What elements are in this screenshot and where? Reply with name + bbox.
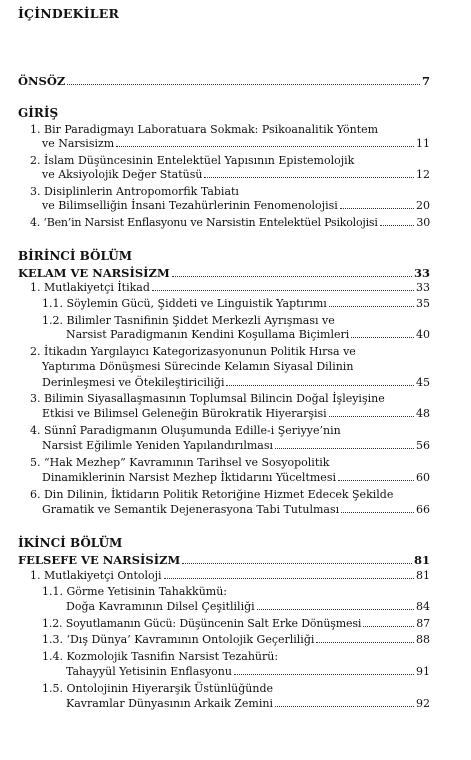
toc-entry: 3. Bilimin Siyasallaşmasının Toplumsal Bilincin Doğal İşleyişine xyxy=(30,392,385,405)
toc-entry: 1. Mutlakiyetçi Ontoloji 81 xyxy=(30,569,430,582)
toc-entry: 2. İslam Düşüncesinin Entelektüel Yapısının Epistemolojik xyxy=(30,154,355,167)
section-heading-birinci-bolum: BİRİNCİ BÖLÜM xyxy=(18,249,132,263)
toc-entry: Narsist Paradigmanın Kendini Koşullama Biçimleri 40 xyxy=(66,328,430,341)
toc-entry: 1.1. Görme Yetisinin Tahakkümü: xyxy=(42,585,228,598)
toc-entry: 1.4. Kozmolojik Tasnifin Narsist Tezahürü: xyxy=(42,650,279,663)
toc-entry: Yaptırıma Dönüşmesi Sürecinde Kelamın Siyasal Dilinin xyxy=(42,360,354,373)
toc-entry: 6. Din Dilinin, İktidarın Politik Retoriğine Hizmet Edecek Şekilde xyxy=(30,488,394,501)
toc-entry: 4. Sünnî Paradigmanın Oluşumunda Edille-i Şeriyye’nin xyxy=(30,424,341,437)
toc-entry: Tahayyül Yetisinin Enflasyonu 91 xyxy=(66,665,430,678)
toc-entry: 3. Disiplinlerin Antropomorfik Tabiatı xyxy=(30,185,239,198)
section-heading-ikinci-bolum: İKİNCİ BÖLÜM xyxy=(18,536,123,550)
toc-entry: Narsist Eğilimle Yeniden Yapılandırılması 56 xyxy=(42,439,430,452)
toc-entry: 2. İtikadın Yargılayıcı Kategorizasyonunun Politik Hırsa ve xyxy=(30,345,356,358)
section-heading-giris: GİRİŞ xyxy=(18,106,59,120)
chapter-title-felsefe: FELSEFE VE NARSİSİZM 81 xyxy=(18,553,430,567)
toc-entry: 1.2. Soyutlamanın Gücü: Düşüncenin Salt Erke Dönüşmesi 87 xyxy=(42,617,430,630)
toc-entry: 1.3. ‘Dış Dünya’ Kavramının Ontolojik Geçerliliği 88 xyxy=(42,633,430,646)
toc-entry: 1.2. Bilimler Tasnifinin Şiddet Merkezli Ayrışması ve xyxy=(42,314,335,327)
toc-entry: Dinamiklerinin Narsist Mezhep İktidarını Yüceltmesi 60 xyxy=(42,471,430,484)
toc-entry: Kavramlar Dünyasının Arkaik Zemini 92 xyxy=(66,697,430,710)
toc-entry: 1. Bir Paradigmayı Laboratuara Sokmak: Psikoanalitik Yöntem xyxy=(30,123,379,136)
toc-entry: Derinleşmesi ve Ötekileştiriciliği 45 xyxy=(42,376,430,389)
toc-entry: 1.1. Söylemin Gücü, Şiddeti ve Linguistik Yaptırımı 35 xyxy=(42,297,430,310)
toc-entry: 1.5. Ontolojinin Hiyerarşik Üstünlüğünde xyxy=(42,682,273,695)
toc-entry: Gramatik ve Semantik Dejenerasyona Tabi Tutulması 66 xyxy=(42,503,430,516)
toc-entry: ve Bilimselliğin İnsani Tezahürlerinin Fenomenolojisi 20 xyxy=(42,199,430,212)
toc-entry: 5. “Hak Mezhep” Kavramının Tarihsel ve Sosyopolitik xyxy=(30,456,330,469)
toc-entry: ve Aksiyolojik Değer Statüsü 12 xyxy=(42,168,430,181)
toc-entry: 4. ‘Ben’in Narsist Enflasyonu ve Narsistin Entelektüel Psikolojisi 30 xyxy=(30,216,430,229)
toc-entry-onsoz: ÖNSÖZ 7 xyxy=(18,74,430,88)
toc-entry: Doğa Kavramının Dilsel Çeşitliliği 84 xyxy=(66,600,430,613)
page-title: İÇİNDEKİLER xyxy=(18,6,120,21)
chapter-title-kelam: KELAM VE NARSİSİZM 33 xyxy=(18,266,430,280)
toc-entry: 1. Mutlakiyetçi İtikad 33 xyxy=(30,281,430,294)
toc-entry: ve Narsisizm 11 xyxy=(42,137,430,150)
toc-entry: Etkisi ve Bilimsel Geleneğin Bürokratik Hiyerarşisi 48 xyxy=(42,407,430,420)
